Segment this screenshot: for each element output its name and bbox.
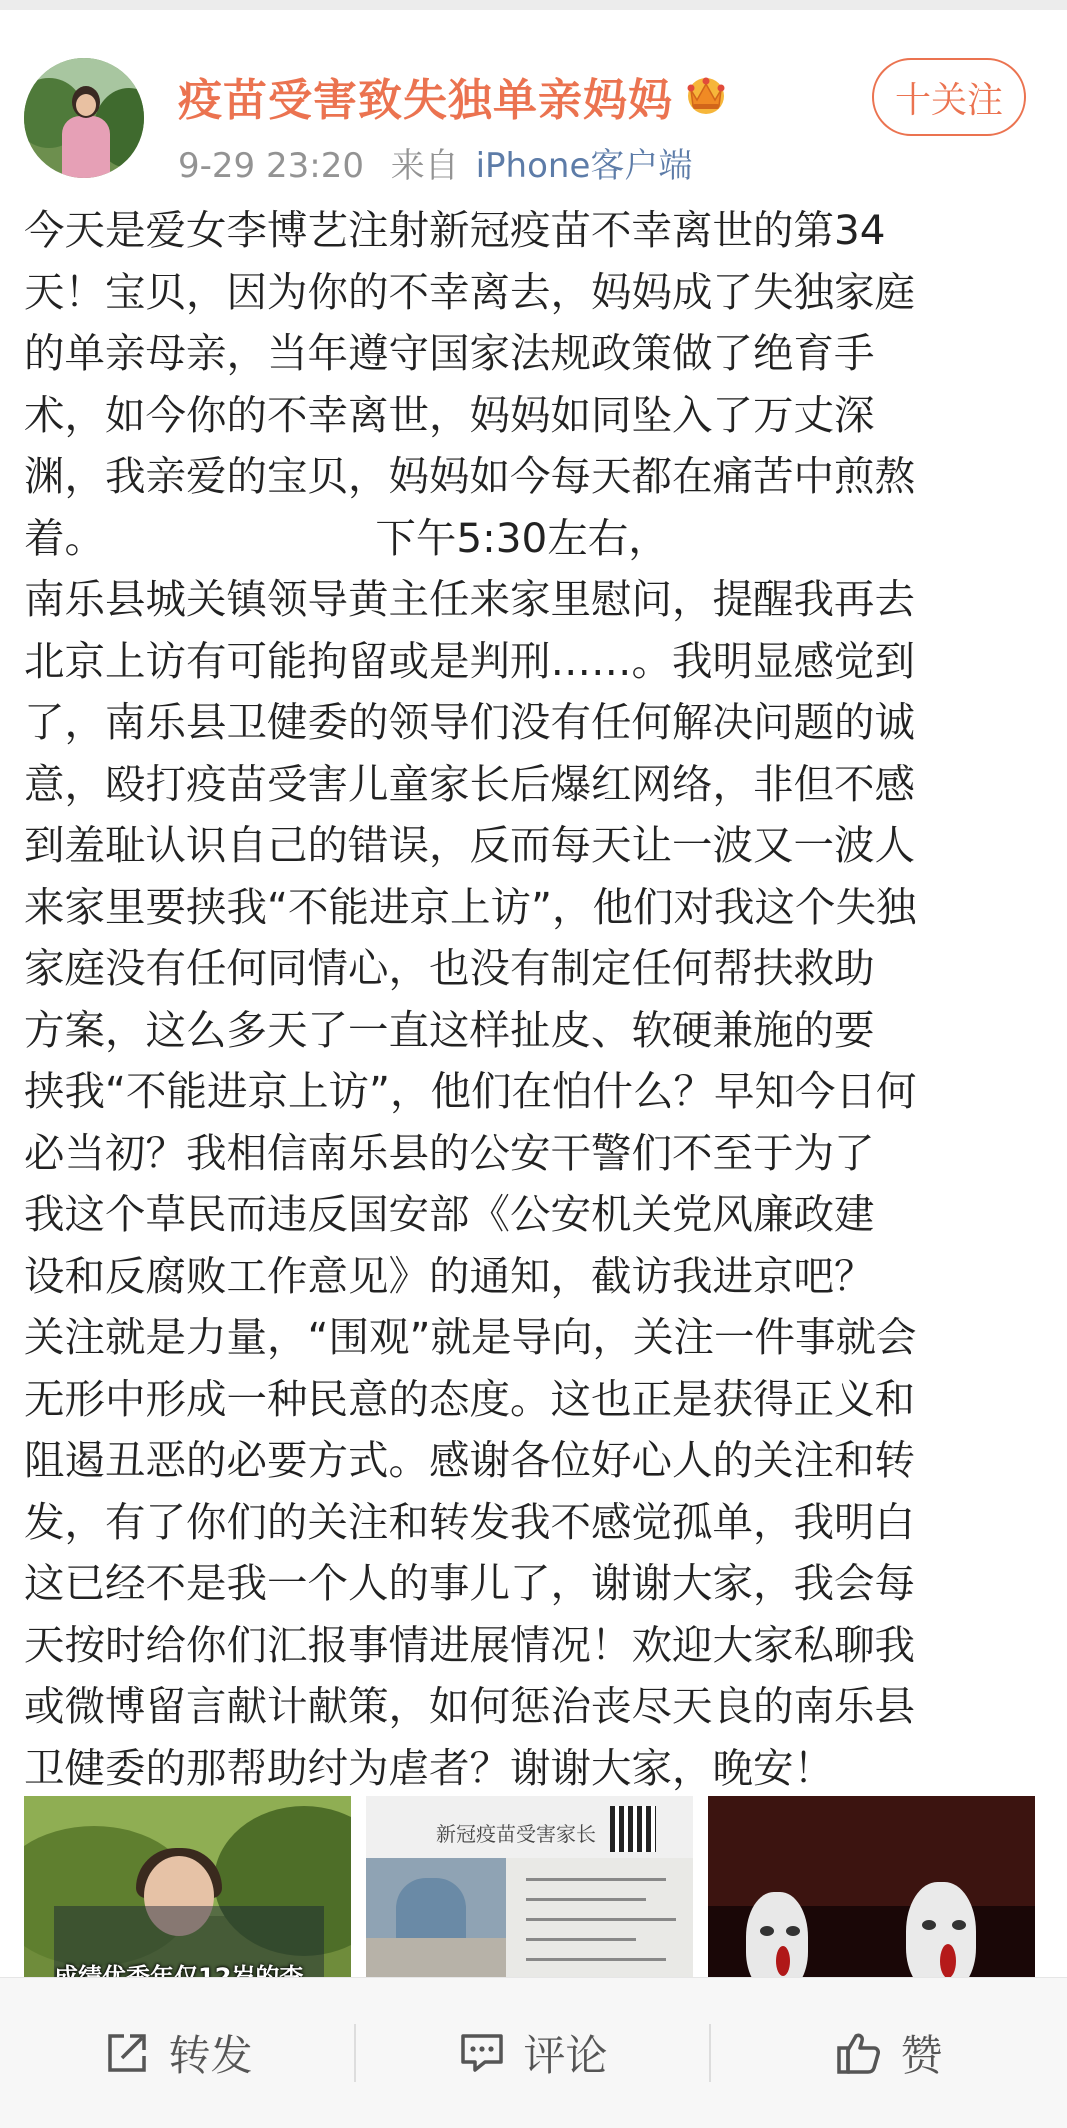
repost-icon: [102, 2028, 152, 2078]
post-text-line: 必当初？我相信南乐县的公安干警们不至于为了: [24, 1128, 875, 1177]
comment-label: 评论: [523, 2031, 608, 2080]
post-text-line: 无形中形成一种民意的态度。这也正是获得正义和: [24, 1374, 915, 1423]
post-text-line: 今天是爱女李博艺注射新冠疫苗不幸离世的第34: [24, 206, 886, 254]
repost-button[interactable]: [0, 1978, 355, 2128]
post-text-line: 南乐县城关镇领导黄主任来家里慰问，提醒我再去: [24, 575, 915, 623]
post-time: 9-29 23:20: [178, 146, 364, 186]
post-text-line: 意，殴打疫苗受害儿童家长后爆红网络，非但不感: [24, 759, 915, 808]
follow-label: 十关注: [894, 79, 1003, 121]
post-text-line: 发，有了你们的关注和转发我不感觉孤单，我明白: [24, 1497, 915, 1546]
action-bar: [0, 1977, 1067, 2128]
post-text-line: 到羞耻认识自己的错误，反而每天让一波又一波人: [24, 821, 915, 869]
post-text-line: 家庭没有任何同情心，也没有制定任何帮扶救助: [24, 944, 875, 992]
like-label: 赞: [900, 2031, 943, 2080]
image-thumbnail-3[interactable]: [708, 1796, 1035, 1996]
post-text-line: 北京上访有可能拘留或是判刑……。我明显感觉到: [24, 636, 915, 685]
image-thumbnail-2[interactable]: [366, 1796, 693, 1996]
post-header: [0, 10, 1067, 188]
post-text-line: 挟我“不能进京上访”，他们在怕什么？早知今日何: [24, 1067, 917, 1115]
image-thumbnail-1[interactable]: [24, 1796, 351, 1996]
device-link[interactable]: iPhone客户端: [475, 146, 693, 186]
post-text-line: 卫健委的那帮助纣为虐者？谢谢大家，晚安！: [24, 1743, 834, 1792]
post-text-line: 这已经不是我一个人的事儿了，谢谢大家，我会每: [24, 1559, 915, 1607]
post-text: [24, 200, 1054, 1799]
post-text-line: 方案，这么多天了一直这样扯皮、软硬兼施的要: [24, 1005, 875, 1054]
post-text-line: 关注就是力量，“围观”就是导向，关注一件事就会: [24, 1313, 917, 1361]
post-text-line: 我这个草民而违反国安部《公安机关党风廉政建: [24, 1190, 875, 1238]
post-text-line: 着。 下午5:30左右，: [24, 513, 669, 562]
avatar[interactable]: [24, 58, 144, 178]
top-strip: [0, 0, 1067, 10]
username[interactable]: 疫苗受害致失独单亲妈妈: [178, 75, 673, 126]
post-text-line: 了，南乐县卫健委的领导们没有任何解决问题的诚: [24, 698, 915, 746]
post-text-line: 天！宝贝，因为你的不幸离去，妈妈成了失独家庭: [24, 267, 915, 316]
qr-code-icon: [610, 1806, 656, 1852]
follow-button[interactable]: [872, 58, 1026, 136]
post-text-line: 或微博留言献计献策，如何惩治丧尽天良的南乐县: [24, 1682, 915, 1730]
post-text-line: 天按时给你们汇报事情进展情况！欢迎大家私聊我: [24, 1620, 915, 1669]
post-meta: [178, 138, 692, 187]
source-prefix: 来自: [390, 146, 459, 186]
post-text-line: 设和反腐败工作意见》的通知，截访我进京吧？: [24, 1251, 875, 1300]
comment-button[interactable]: [355, 1978, 710, 2128]
post-text-line: 渊，我亲爱的宝贝，妈妈如今每天都在痛苦中煎熬: [24, 452, 915, 500]
document-title: 新冠疫苗受害家长: [436, 1822, 596, 1846]
crown-vip-icon: [683, 70, 729, 116]
post-text-line: 来家里要挟我“不能进京上访”，他们对我这个失独: [24, 882, 917, 931]
repost-label: 转发: [168, 2031, 253, 2080]
post-text-line: 的单亲母亲，当年遵守国家法规政策做了绝育手: [24, 329, 875, 377]
post-text-line: 术，如今你的不幸离世，妈妈如同坠入了万丈深: [24, 390, 875, 439]
post-text-line: 阻遏丑恶的必要方式。感谢各位好心人的关注和转: [24, 1436, 915, 1484]
comment-icon: [457, 2028, 507, 2078]
thumbs-up-icon: [834, 2028, 884, 2078]
image-grid: [24, 1796, 1034, 1996]
like-button[interactable]: [710, 1978, 1067, 2128]
